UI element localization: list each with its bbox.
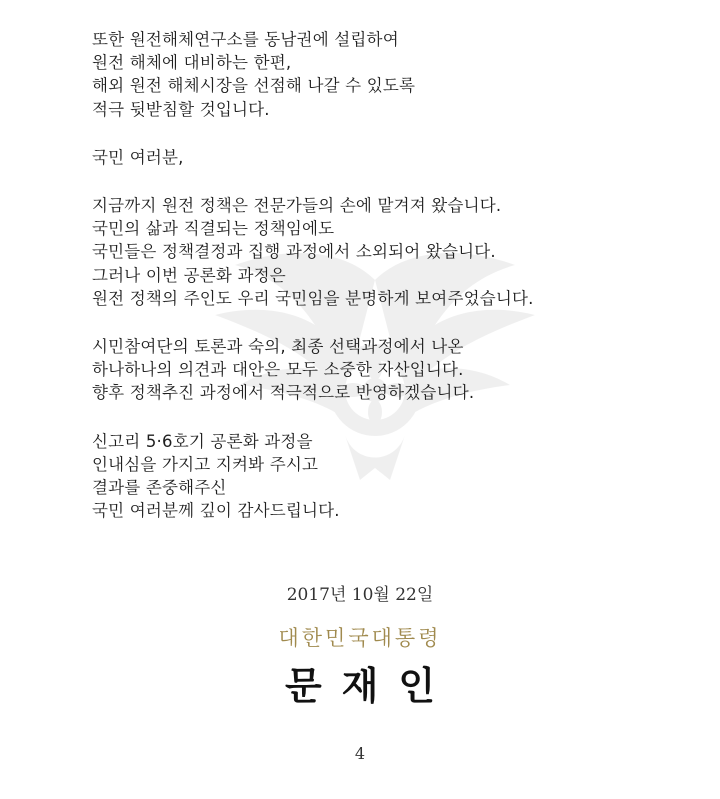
signatory-name: 문재인	[284, 664, 456, 708]
body-line: 향후 정책추진 과정에서 적극적으로 반영하겠습니다.	[92, 383, 475, 403]
body-line: 적극 뒷받침할 것입니다.	[92, 99, 270, 119]
paragraph	[92, 146, 692, 169]
paragraph	[92, 28, 692, 121]
body-line: 지금까지 원전 정책은 전문가들의 손에 맡겨져 왔습니다.	[92, 196, 502, 216]
body-line: 또한 원전해체연구소를 동남권에 설립하여	[92, 30, 399, 49]
body-line: 원전 해체에 대비하는 한편,	[92, 53, 292, 73]
body-line: 시민참여단의 토론과 숙의, 최종 선택과정에서 나온	[92, 337, 464, 357]
body-line: 국민의 삶과 직결되는 정책임에도	[92, 219, 335, 239]
body-line: 원전 정책의 주인도 우리 국민임을 분명하게 보여주었습니다.	[92, 288, 534, 308]
signature-date: 2017년 10월 22일	[286, 585, 434, 605]
body-line: 국민들은 정책결정과 집행 과정에서 소외되어 왔습니다.	[92, 242, 496, 262]
letter-body	[92, 28, 692, 547]
paragraph	[92, 430, 692, 523]
salutation: 국민 여러분,	[92, 147, 184, 167]
paragraph	[92, 194, 692, 310]
body-line: 신고리 5·6호기 공론화 과정을	[92, 431, 313, 451]
office-title: 대한민국대통령	[278, 626, 442, 650]
paragraph	[92, 335, 692, 405]
body-line: 결과를 존중해주신	[92, 478, 227, 498]
page-number: 4	[354, 744, 366, 763]
body-line: 해외 원전 해체시장을 선점해 나갈 수 있도록	[92, 76, 416, 96]
body-line: 국민 여러분께 깊이 감사드립니다.	[92, 501, 340, 521]
body-line: 하나하나의 의견과 대안은 모두 소중한 자산입니다.	[92, 360, 464, 380]
body-line: 인내심을 가지고 지켜봐 주시고	[92, 454, 319, 474]
body-line: 그러나 이번 공론화 과정은	[92, 265, 286, 285]
